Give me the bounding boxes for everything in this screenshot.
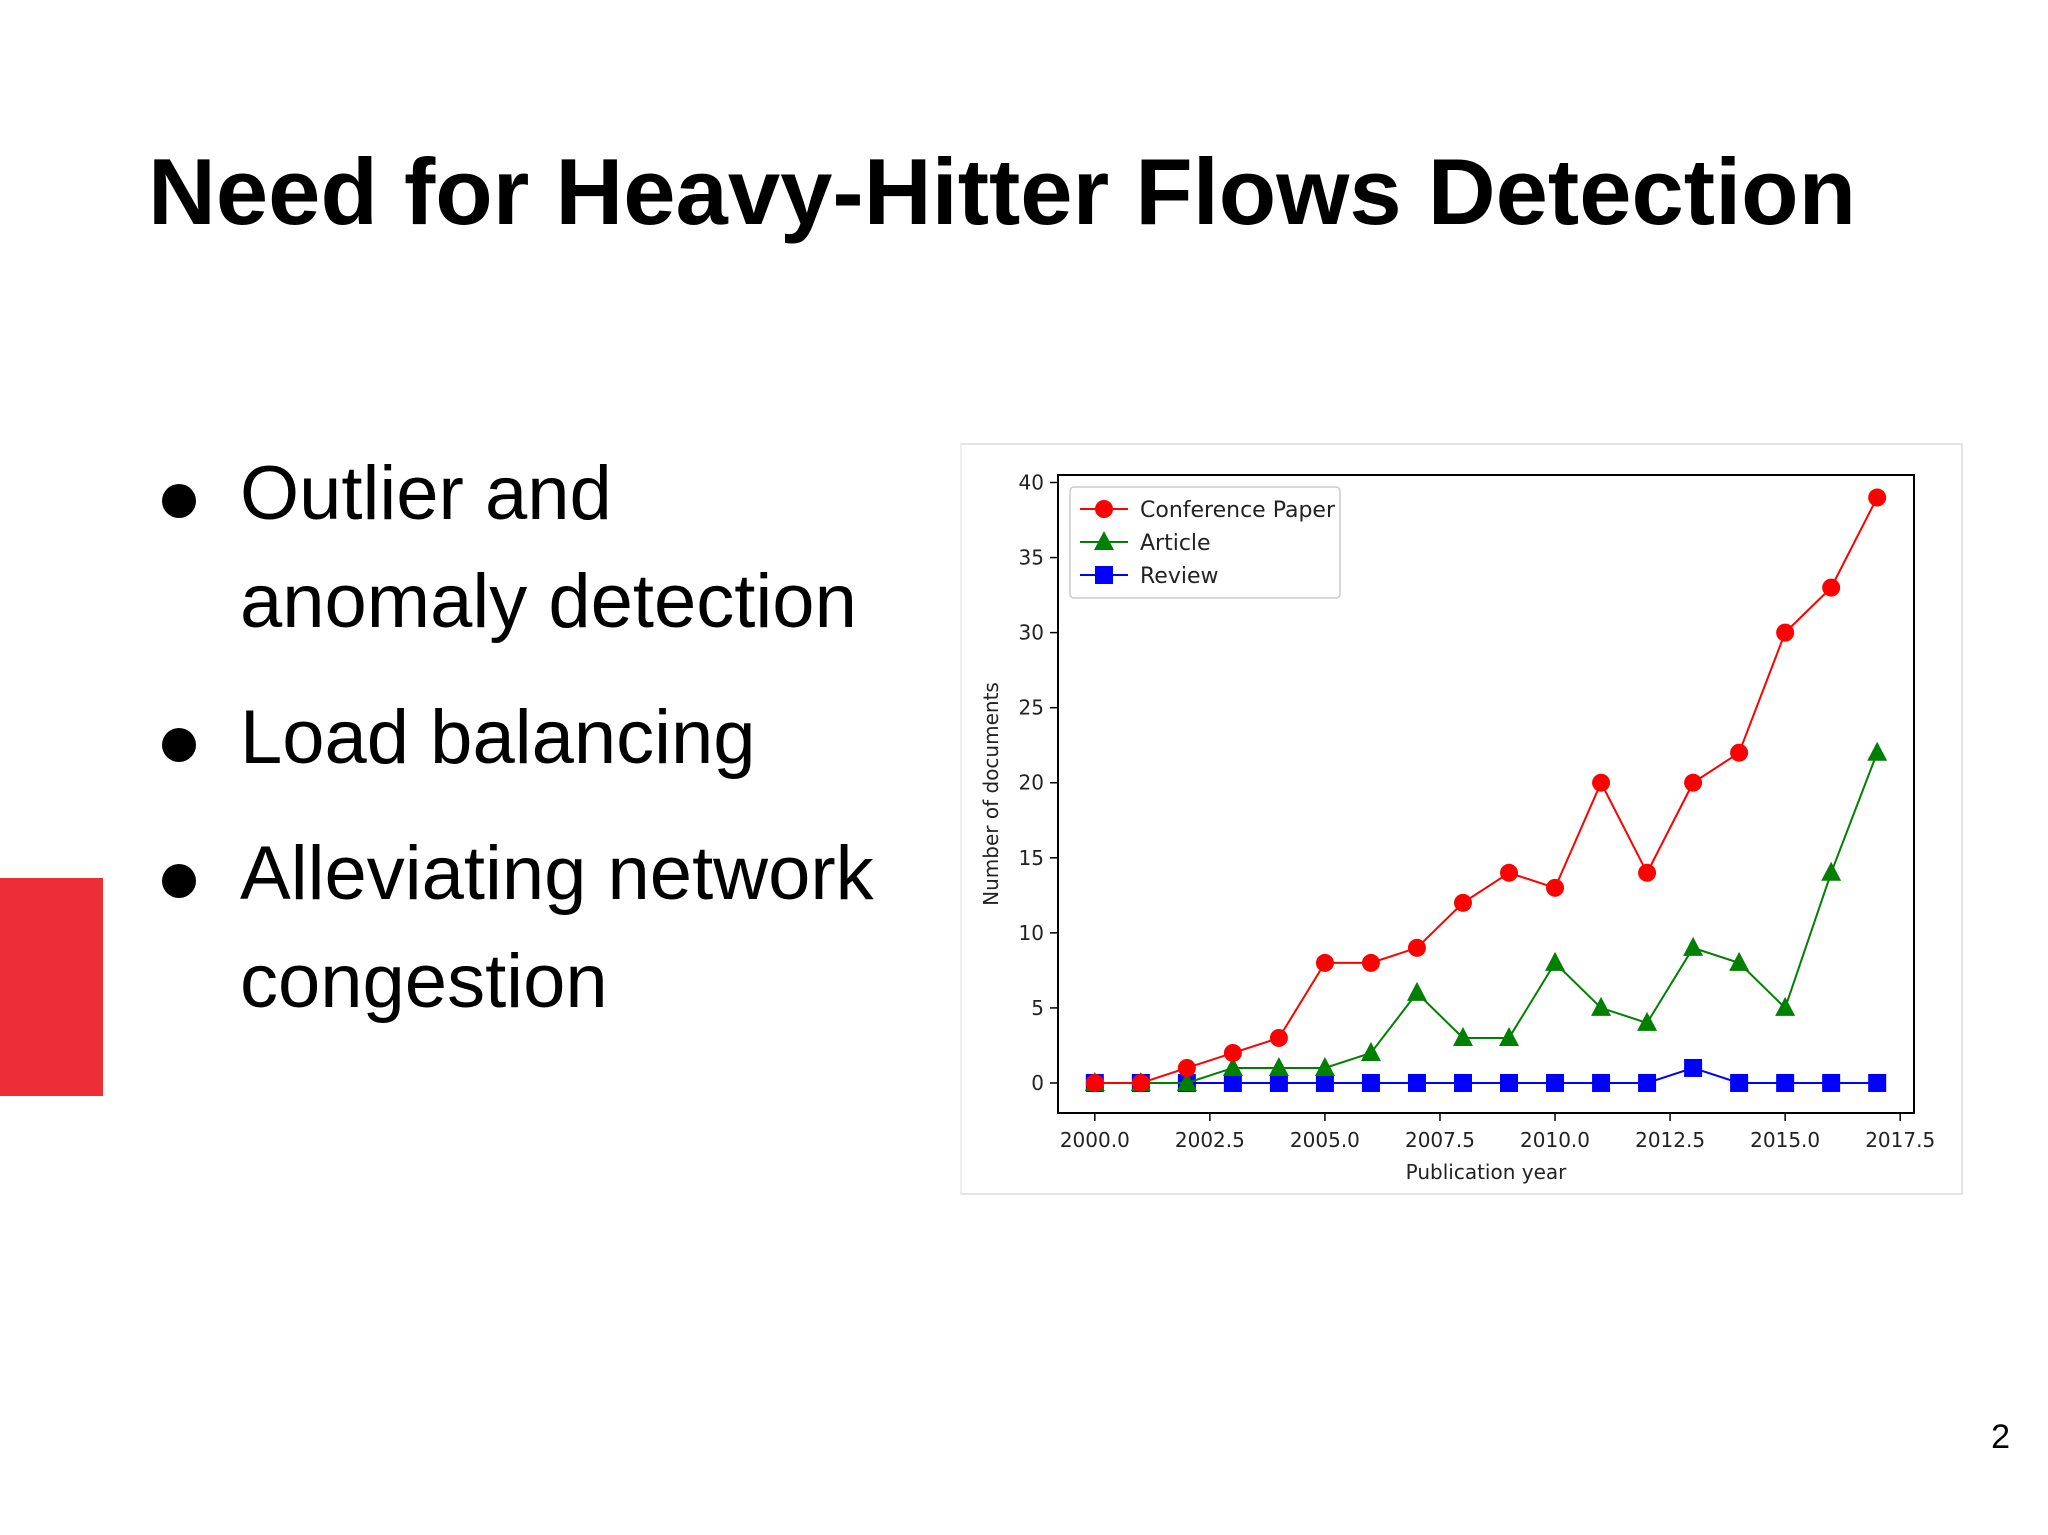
data-point [1821,862,1841,881]
data-point [1638,864,1656,882]
data-point [1683,937,1703,956]
data-point [1316,1074,1334,1092]
x-tick-label: 2017.5 [1865,1128,1936,1152]
bullet-item: Alleviating network congestion [160,820,920,1036]
page-number: 2 [1991,1418,2010,1456]
data-point [1362,1074,1380,1092]
legend-label: Review [1140,564,1219,589]
bullet-item: Load balancing [160,684,920,792]
data-point [1454,894,1472,912]
legend-label: Conference Paper [1140,498,1336,523]
data-point [1822,579,1840,597]
x-tick-label: 2012.5 [1635,1128,1706,1152]
legend-marker [1095,566,1113,584]
x-tick-label: 2002.5 [1174,1128,1245,1152]
x-tick-label: 2000.0 [1059,1128,1130,1152]
legend-marker [1095,500,1113,518]
data-point [1269,1057,1289,1076]
y-tick-label: 40 [1018,470,1044,495]
legend [1070,487,1340,598]
y-tick-label: 25 [1018,695,1044,720]
bullet-item: Outlier and anomaly detection [160,440,920,656]
data-point [1270,1074,1288,1092]
data-point [1868,489,1886,507]
data-point [1408,939,1426,957]
data-point [1546,879,1564,897]
series-article [1085,742,1887,1091]
data-point [1545,952,1565,971]
y-tick-label: 5 [1031,995,1044,1020]
y-tick-label: 0 [1031,1070,1044,1095]
y-axis-label: Number of documents [979,682,1003,906]
y-tick-label: 30 [1018,620,1044,645]
data-point [1270,1029,1288,1047]
data-point [1362,954,1380,972]
data-point [1546,1074,1564,1092]
data-point [1499,1027,1519,1046]
line-chart [962,445,1965,1197]
data-point [1178,1059,1196,1077]
x-axis-label: Publication year [1405,1160,1567,1184]
data-point [1776,624,1794,642]
slide-title: Need for Heavy-Hitter Flows Detection [148,139,1857,244]
data-point [1638,1074,1656,1092]
data-point [1408,1074,1426,1092]
x-tick-label: 2005.0 [1289,1128,1360,1152]
legend-label: Article [1140,531,1211,556]
data-point [1500,864,1518,882]
y-tick-label: 20 [1018,770,1044,795]
data-point [1500,1074,1518,1092]
data-point [1224,1044,1242,1062]
data-point [1407,982,1427,1001]
data-point [1776,1074,1794,1092]
accent-block [0,878,103,1096]
series-review [1086,1059,1886,1092]
data-point [1316,954,1334,972]
y-tick-label: 15 [1018,845,1044,870]
data-point [1224,1074,1242,1092]
data-point [1868,1074,1886,1092]
data-point [1592,1074,1610,1092]
data-point [1684,1059,1702,1077]
data-point [1822,1074,1840,1092]
data-point [1684,774,1702,792]
y-tick-label: 35 [1018,545,1044,570]
data-point [1867,742,1887,761]
x-tick-label: 2010.0 [1520,1128,1591,1152]
data-point [1132,1074,1150,1092]
data-point [1730,1074,1748,1092]
data-point [1730,744,1748,762]
chart-figure [960,443,1963,1195]
y-tick-label: 10 [1018,920,1044,945]
x-tick-label: 2007.5 [1404,1128,1475,1152]
x-tick-label: 2015.0 [1750,1128,1821,1152]
data-point [1086,1074,1104,1092]
series-line [1095,753,1877,1083]
bullet-list [160,440,920,1064]
data-point [1454,1074,1472,1092]
data-point [1592,774,1610,792]
